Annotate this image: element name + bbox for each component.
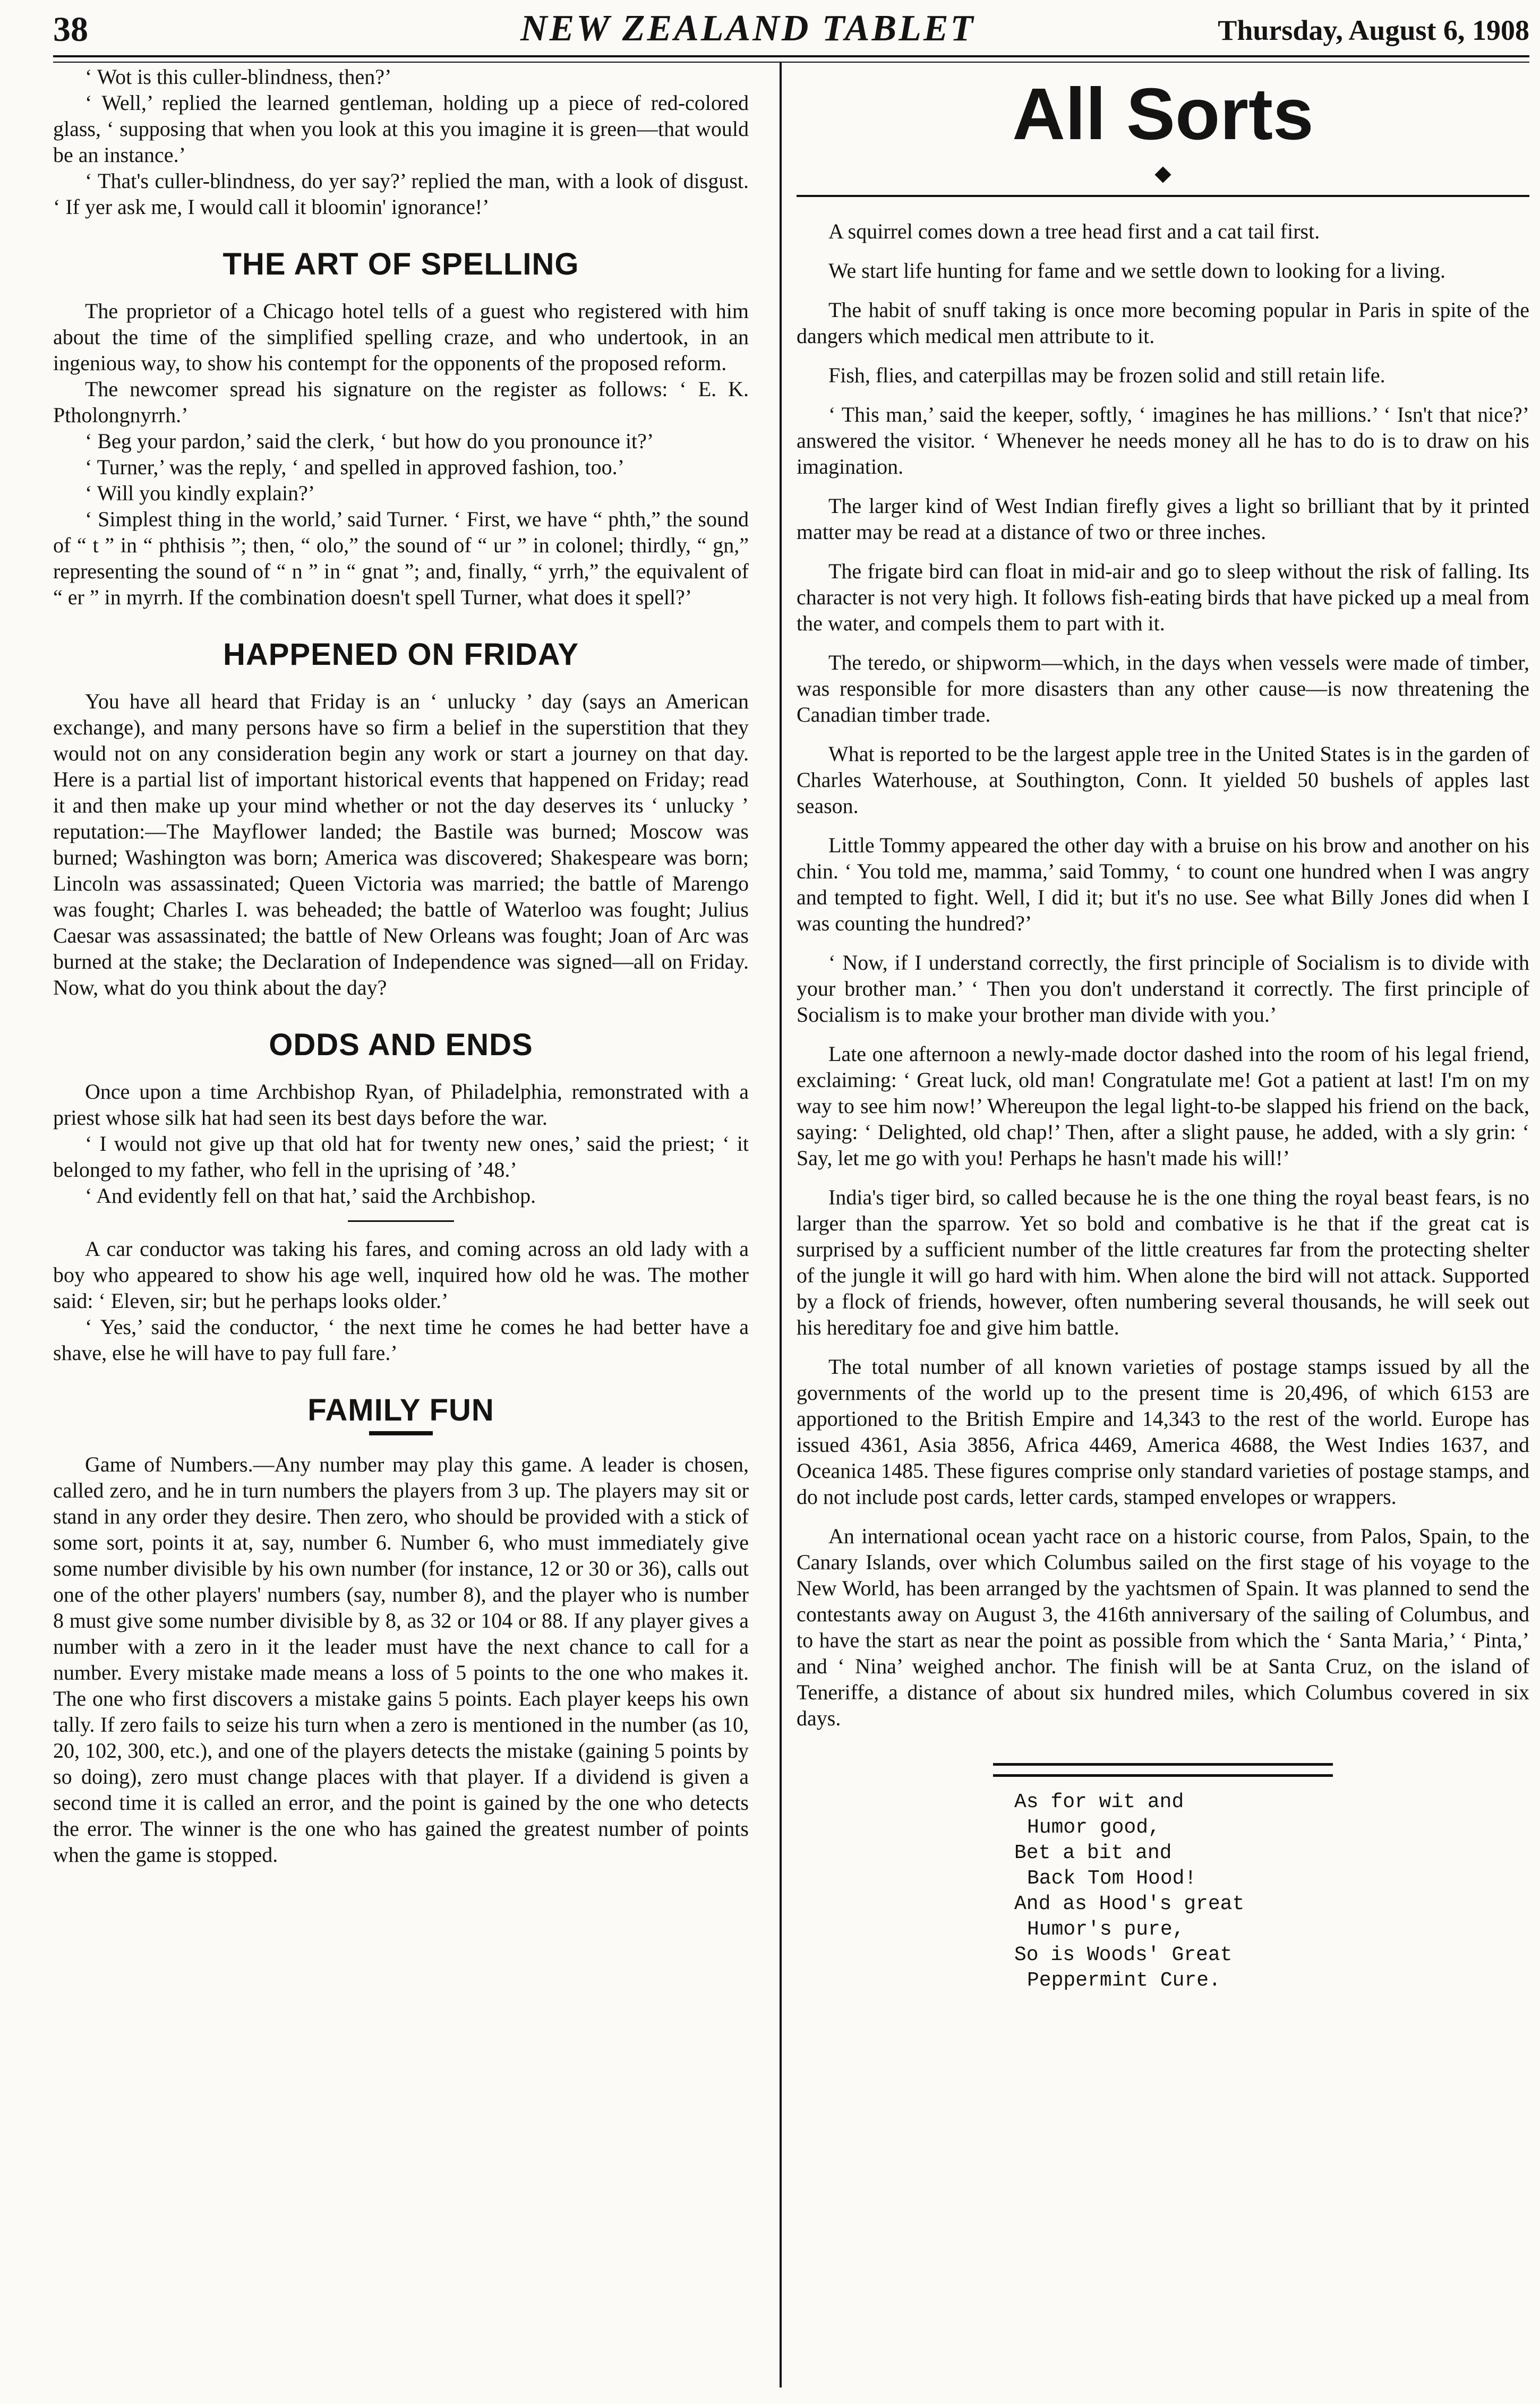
section-heading: FAMILY FUN <box>307 1393 494 1427</box>
section-heading-odds <box>53 1027 749 1063</box>
issue-date: Thursday, August 6, 1908 <box>1218 14 1529 46</box>
paragraph: Game of Numbers.—Any number may play this game. A leader is chosen, called zero, and he in turn numbers the players from 3 up. The players may sit or stand in any order they desire. Then zero, who should be provided with a stick of some sort, points it at, say, number 6. Number 6, who must immediately give some number divisible by his own number (for instance, 12 or 30 or 36), calls out one of the other players' numbers (say, number 8), and the player who is number 8 must give some number divisible by 8, as 32 or 104 or 88. If any player gives a number with a zero in it the leader must have the next chance to call for a number. Every mistake made means a loss of 5 points to the one who makes it. The one who first discovers a mistake gains 5 points. Each player keeps his own tally. If zero fails to seize his turn when a zero is mentioned in the number (as 10, 20, 102, 300, etc.), and one of the players detects the mistake (gaining 5 points by so doing), zero must change places with that player. If a dividend is given a second time it is called an error, and the point is gained by the one who detects the error. The winner is the one who has gained the greatest number of points when the game is stopped. <box>53 1452 749 1867</box>
advertisement-verse <box>797 1790 1529 1994</box>
paragraph: An international ocean yacht race on a historic course, from Palos, Spain, to the Canary Islands, over which Columbus sailed on the first stage of his voyage to the New World, has been arranged by the yachtsmen of Spain. It was planned to send the contestants away on August 3, the 416th anniversary of the sailing of Columbus, and to have the start as near the point as possible from which the ‘ Santa Maria,’ ‘ Pinta,’ and ‘ Nina’ weighed anchor. The finish will be at Santa Cruz, on the island of Teneriffe, a distance of about six hundred miles, which Columbus covered in six days. <box>797 1524 1529 1730</box>
all-sorts-title: All Sorts <box>1012 73 1314 155</box>
section-heading-friday <box>53 637 749 672</box>
header-rule <box>53 55 1529 63</box>
paragraph: ‘ That's culler-blindness, do yer say?’ replied the man, with a look of disgust. ‘ If yer ask me, I would call it bloomin' ignorance!’ <box>53 169 749 219</box>
left-column <box>53 64 749 1868</box>
paragraph: ‘ And evidently fell on that hat,’ said the Archbishop. <box>85 1184 536 1208</box>
masthead: NEW ZEALAND TABLET <box>520 8 976 49</box>
paragraph: The teredo, or shipworm—which, in the days when vessels were made of timber, was responsible for more disasters than any other cause—is now threatening the Canadian timber trade. <box>797 651 1529 726</box>
paragraph: ‘ Beg your pardon,’ said the clerk, ‘ but how do you pronounce it?’ <box>85 429 654 453</box>
section-heading-spelling <box>53 246 749 282</box>
paragraph: The newcomer spread his signature on the register as follows: ‘ E. K. Ptholongnyrrh.’ <box>53 377 749 427</box>
ad-line: As for wit and <box>1014 1791 1184 1813</box>
paragraph: ‘ Wot is this culler-blindness, then?’ <box>85 65 392 89</box>
diamond-ornament-icon <box>1154 166 1171 183</box>
paragraph: India's tiger bird, so called because he is the one thing the royal beast fears, is no larger than the sparrow. Yet so bold and combative is he that if the great cat is surprised by a sufficient number of the little creatures far from the protecting shelter of the jungle it will go hard with him. When alone the bird will not attack. Supported by a flock of friends, however, often numbering several thousands, he will seek out his hereditary foe and give him battle. <box>797 1185 1529 1339</box>
paragraph: The total number of all known varieties of postage stamps issued by all the governments of the world up to the present time is 20,496, of which 6153 are apportioned to the British Empire and 14,343 to the rest of the world. Europe has issued 4361, Asia 3856, Africa 4469, America 4688, the West Indies 1637, and Oceanica 1485. These figures comprise only standard varieties of postage stamps, and do not include post cards, letter cards, stamped envelopes or wrappers. <box>797 1355 1529 1509</box>
heading-underline <box>369 1431 433 1435</box>
paragraph: ‘ This man,’ said the keeper, softly, ‘ imagines he has millions.’ ‘ Isn't that nice?’ answered the visitor. ‘ Whenever he needs money all he has to do is to draw on his imagination. <box>797 403 1529 478</box>
paragraph: The habit of snuff taking is once more becoming popular in Paris in spite of the dangers which medical men attribute to it. <box>797 298 1529 348</box>
paragraph: ‘ Now, if I understand correctly, the first principle of Socialism is to divide with your brother man.’ ‘ Then you don't understand it correctly. The first principle of Socialism is to make your brother man divide with you.’ <box>797 951 1529 1026</box>
paragraph: The larger kind of West Indian firefly gives a light so brilliant that by it printed matter may be read at a distance of two or three inches. <box>797 494 1529 544</box>
section-heading: HAPPENED ON FRIDAY <box>223 637 579 672</box>
paragraph: We start life hunting for fame and we settle down to looking for a living. <box>828 259 1446 283</box>
column-divider <box>780 62 782 2388</box>
paragraph: A car conductor was taking his fares, and coming across an old lady with a boy who appeared to show his age well, inquired how old he was. The mother said: ‘ Eleven, sir; but he perhaps looks older.’ <box>53 1237 749 1313</box>
ad-line: So is Woods' Great <box>1014 1944 1233 1966</box>
section-heading: THE ART OF SPELLING <box>223 247 579 281</box>
all-sorts-header <box>797 64 1529 197</box>
paragraph: A squirrel comes down a tree head first and a cat tail first. <box>828 219 1320 243</box>
ad-line: Bet a bit and <box>1014 1842 1172 1864</box>
page-number: 38 <box>53 10 88 49</box>
paragraph: Fish, flies, and caterpillas may be frozen solid and still retain life. <box>828 363 1385 387</box>
section-heading-family <box>53 1392 749 1435</box>
ad-line: Humor's pure, <box>1027 1918 1185 1941</box>
right-column <box>797 64 1529 1994</box>
paragraph: ‘ Will you kindly explain?’ <box>85 481 315 505</box>
ad-line: And as Hood's great <box>1014 1893 1245 1915</box>
paragraph: Once upon a time Archbishop Ryan, of Philadelphia, remonstrated with a priest whose silk hat had seen its best days before the war. <box>53 1080 749 1130</box>
advertisement-rule <box>993 1763 1333 1777</box>
paragraph: ‘ I would not give up that old hat for twenty new ones,’ said the priest; ‘ it belonged to my father, who fell in the uprising of ’48.’ <box>53 1132 749 1182</box>
paragraph: ‘ Well,’ replied the learned gentleman, holding up a piece of red-colored glass, ‘ supposing that when you look at this you imagine it is green—that would be an instance.’ <box>53 91 749 167</box>
paragraph: You have all heard that Friday is an ‘ unlucky ’ day (says an American exchange), and many persons have so firm a belief in the superstition that they would not on any consideration begin any work or start a journey on that day. Here is a partial list of important historical events that happened on Friday; read it and then make up your mind whether or not the day deserves its ‘ unlucky ’ reputation:—The Mayflower landed; the Bastile was burned; Moscow was burned; Washington was born; America was discovered; Shakespeare was born; Lincoln was assassinated; Queen Victoria was married; the battle of Marengo was fought; Charles I. was beheaded; the battle of Waterloo was fought; Julius Caesar was assassinated; the battle of New Orleans was fought; Joan of Arc was burned at the stake; the Declaration of Independence was signed—all on Friday. Now, what do you think about the day? <box>53 689 749 999</box>
ad-line: Humor good, <box>1027 1816 1160 1839</box>
ad-line: Back Tom Hood! <box>1027 1867 1197 1890</box>
paragraph: Little Tommy appeared the other day with a bruise on his brow and another on his chin. ‘ You told me, mamma,’ said Tommy, ‘ to count one hundred when I was angry and tempted to fight. Well, I did it; but it's no use. See what Billy Jones did when I was counting the hundred?’ <box>797 833 1529 935</box>
paragraph: Late one afternoon a newly-made doctor dashed into the room of his legal friend, exclaiming: ‘ Great luck, old man! Congratulate me! Got a patient at last! I'm on my way to see him now!’ Whereupon the legal light-to-be slapped his friend on the back, saying: ‘ Delighted, old chap!’ Then, after a slight pause, he added, with a sly grin: ‘ Say, let me go with you! Perhaps he hasn't made his will!’ <box>797 1042 1529 1170</box>
separator-rule <box>348 1220 454 1222</box>
paragraph: The proprietor of a Chicago hotel tells of a guest who registered with him about the time of the simplified spelling craze, and who undertook, in an ingenious way, to show his contempt for the opponents of the proposed reform. <box>53 299 749 375</box>
page-header <box>53 5 1529 56</box>
paragraph: What is reported to be the largest apple tree in the United States is in the garden of Charles Waterhouse, at Southington, Conn. It yielded 50 bushels of apples last season. <box>797 742 1529 818</box>
paragraph: ‘ Turner,’ was the reply, ‘ and spelled in approved fashion, too.’ <box>85 455 624 479</box>
ad-line: Peppermint Cure. <box>1027 1969 1221 1992</box>
paragraph: ‘ Yes,’ said the conductor, ‘ the next time he comes he had better have a shave, else he will have to pay full fare.’ <box>53 1315 749 1365</box>
paragraph: The frigate bird can float in mid-air and go to sleep without the risk of falling. Its character is not very high. It follows fish-eating birds that have picked up a meal from the water, and compels them to part with it. <box>797 559 1529 635</box>
paragraph: ‘ Simplest thing in the world,’ said Turner. ‘ First, we have “ phth,” the sound of “ t ” in “ phthisis ”; then, “ olo,” the sound of “ ur ” in colonel; thirdly, “ gn,” representing the sound of “ n ” in “ gnat ”; and, finally, “ yrrh,” the equivalent of “ er ” in myrrh. If the combination doesn't spell Turner, what does it spell?’ <box>53 507 749 609</box>
section-heading: ODDS AND ENDS <box>269 1028 533 1062</box>
